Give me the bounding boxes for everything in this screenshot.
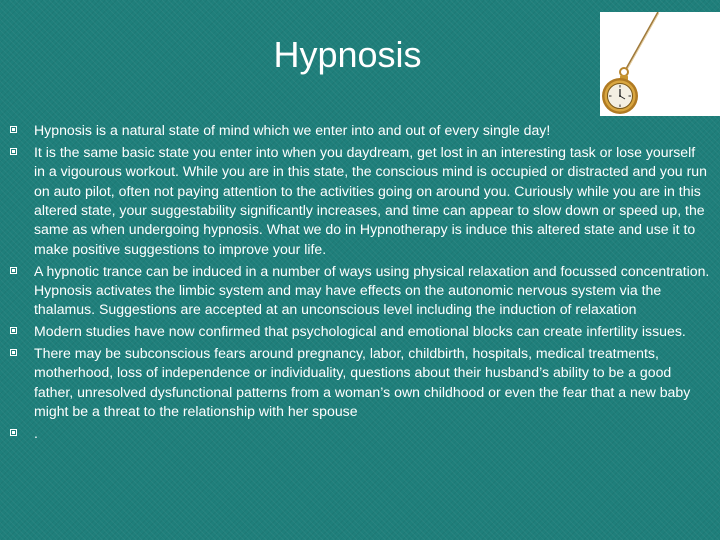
bullet-text: .	[34, 425, 38, 442]
bullet-text: Hypnosis is a natural state of mind which we enter into and out of every single day!	[34, 122, 551, 138]
bullet-item	[10, 143, 710, 259]
bullet-text: It is the same basic state you enter into when you daydream, get lost in an interesting task or lose yourself in a vigourous workout. While you are in this state, the conscious mind is occupied or distracted and you run on auto pilot, often not paying attention to the activities going on around you. Curiously while you are in this altered state, your suggestability significantly increases, and time can appear to slow down or speed up, the same as when undergoing hypnosis. What we do in Hypnotherapy is induce this altered state and use it to make positive suggestions to improve your life.	[34, 143, 707, 257]
square-bullet-icon	[10, 327, 17, 334]
bullet-text: Modern studies have now confirmed that psychological and emotional blocks can create infertility issues.	[34, 323, 686, 340]
square-bullet-icon	[10, 148, 17, 155]
bullet-item	[10, 424, 710, 443]
square-bullet-icon	[10, 429, 17, 436]
pocket-watch-icon	[600, 12, 720, 116]
bullet-text: A hypnotic trance can be induced in a number of ways using physical relaxation and focussed concentration. Hypnosis activates the limbic system and may have effects on the autonomic nervous system via the thalamus. Suggestions are accepted at an unconscious level including the induction of relaxation	[34, 262, 710, 318]
slide-title: Hypnosis	[273, 34, 422, 75]
bullet-text: There may be subconscious fears around pregnancy, labor, childbirth, hospitals, medical treatments, motherhood, loss of independence or individuality, questions about their husband’s ability to be a good father, unresolved dysfunctional patterns from a woman’s own childhood or even the fear that a new baby might be a threat to the relationship with her spouse	[34, 345, 691, 420]
bullet-item	[10, 344, 710, 422]
square-bullet-icon	[10, 126, 17, 133]
bullet-item	[10, 121, 710, 140]
square-bullet-icon	[10, 267, 17, 274]
bullet-list	[10, 121, 710, 446]
pocket-watch-image	[600, 12, 720, 116]
bullet-item	[10, 322, 710, 341]
bullet-item	[10, 262, 710, 320]
square-bullet-icon	[10, 349, 17, 356]
